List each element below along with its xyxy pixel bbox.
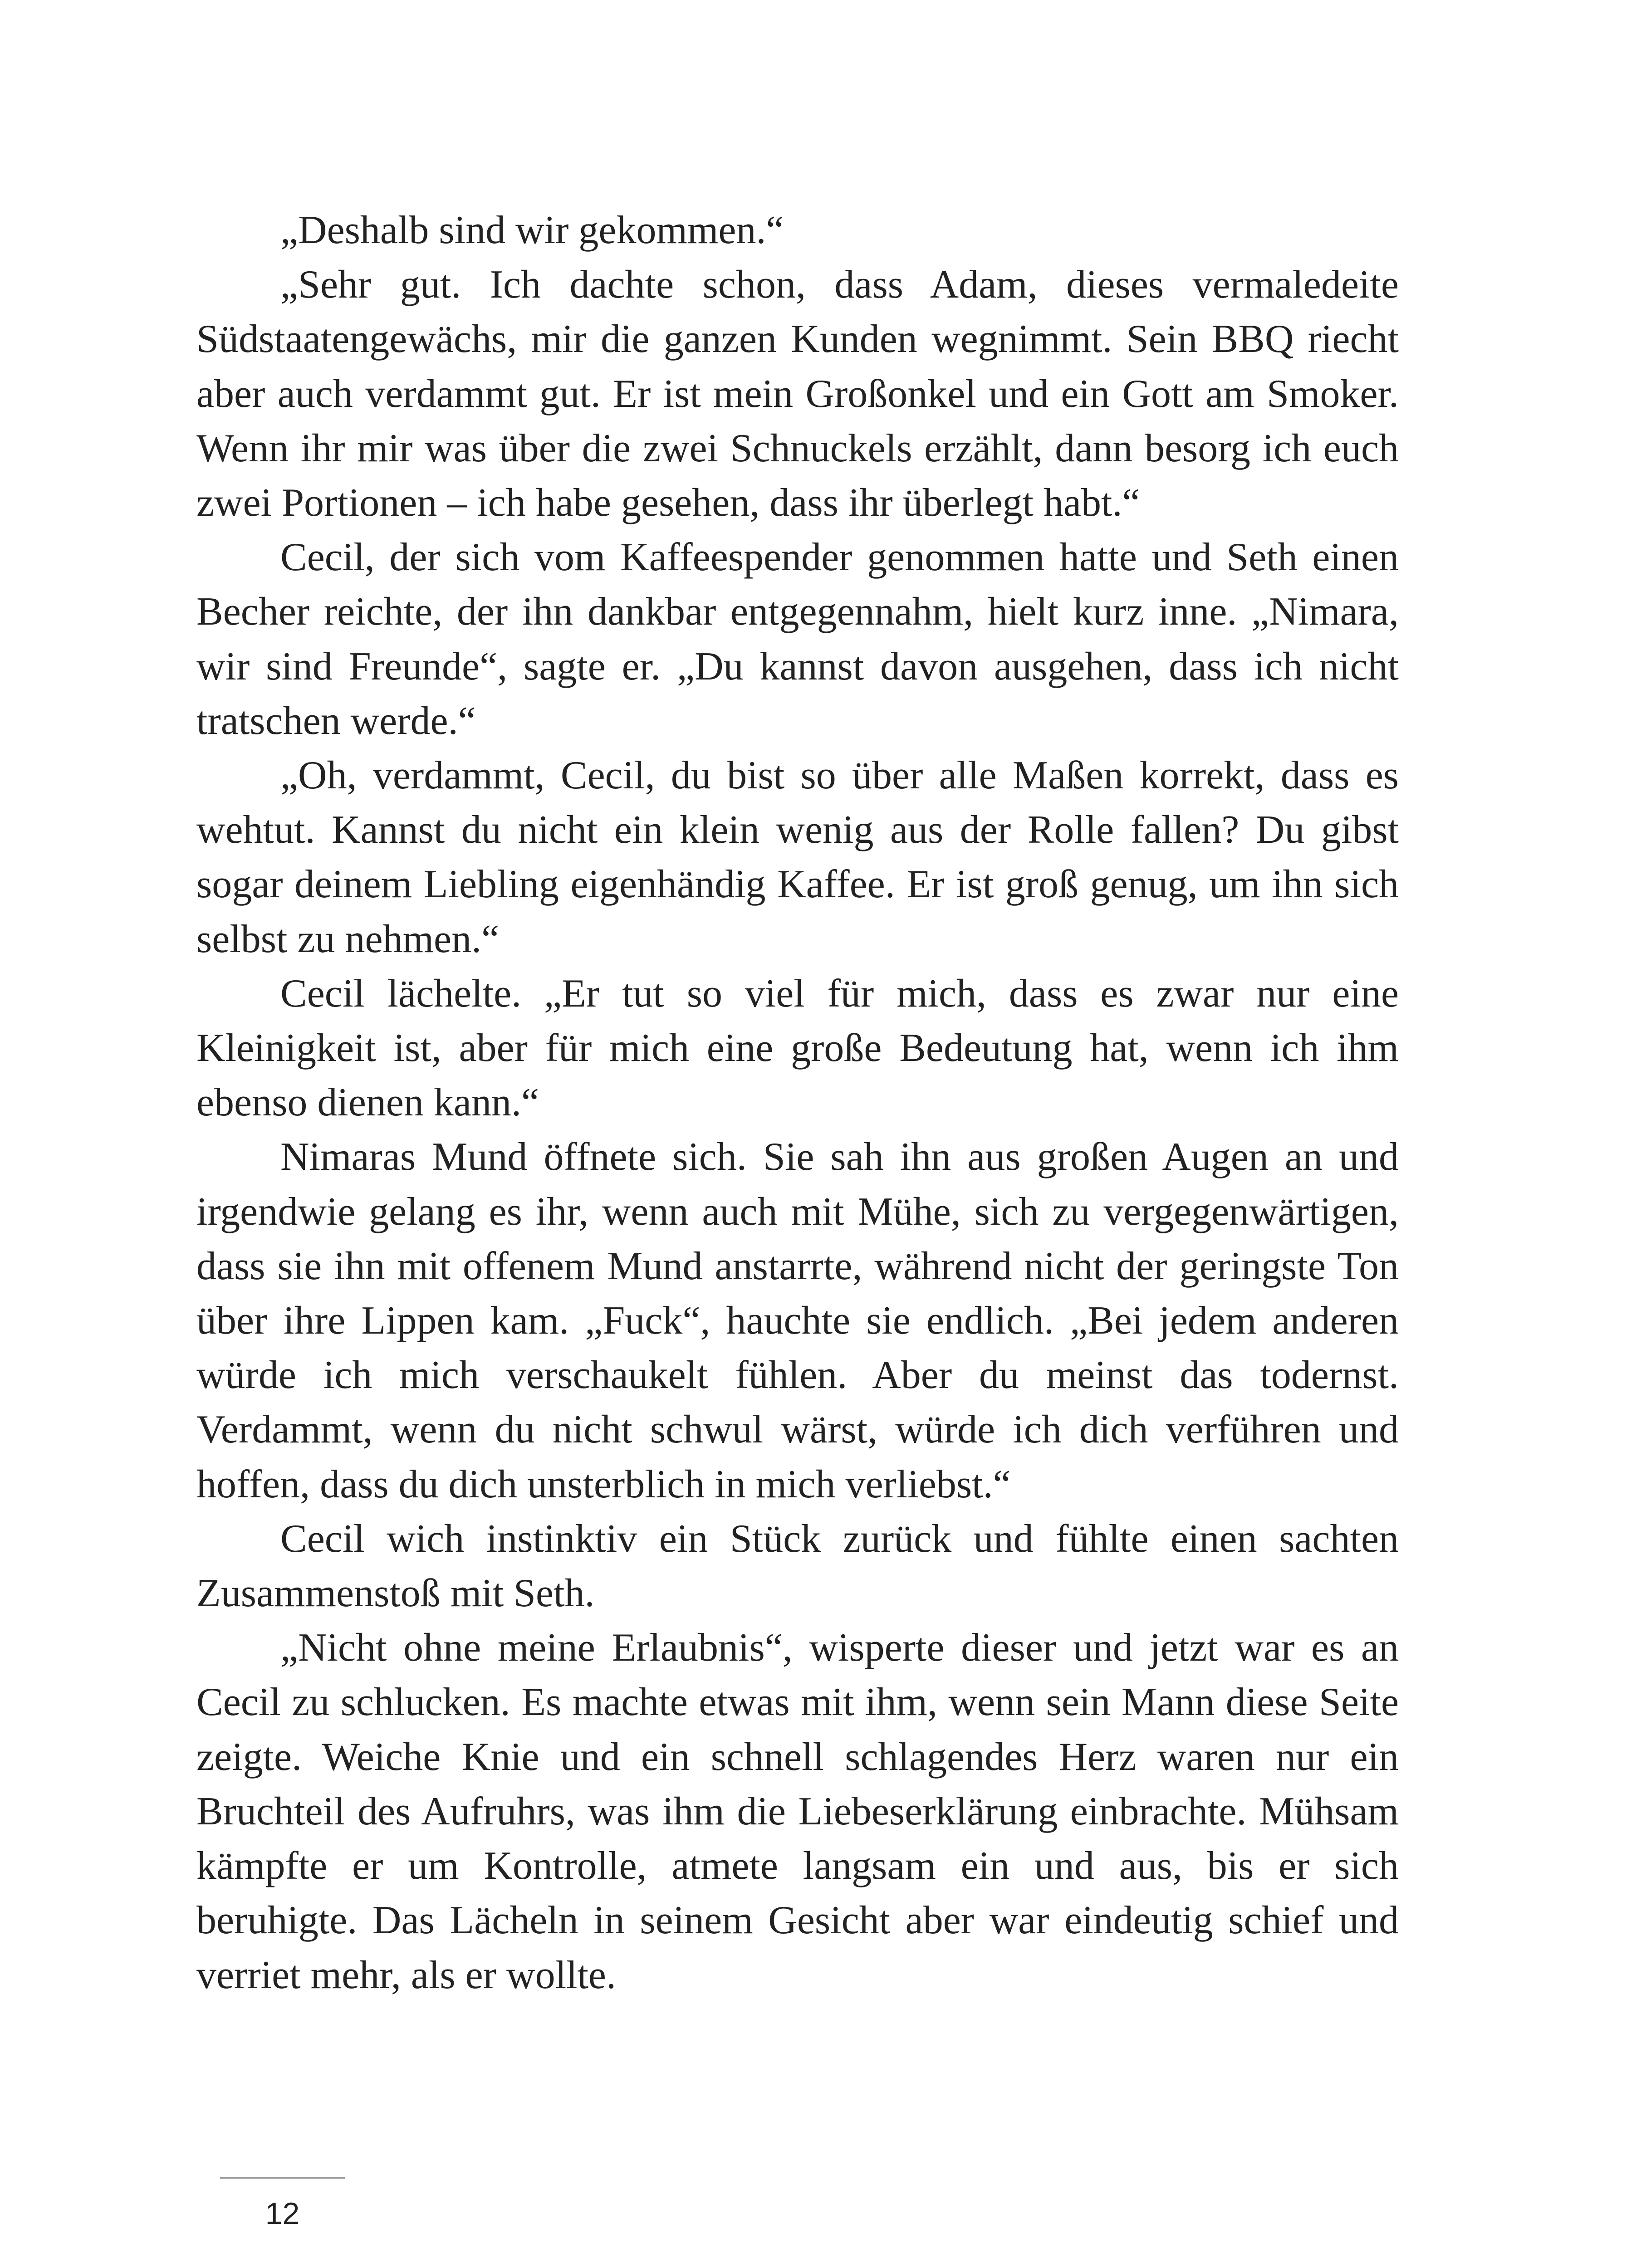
paragraph: „Oh, verdammt, Cecil, du bist so über alle Maßen korrekt, dass es wehtut. Kannst du nicht ein klein wenig aus der Rolle fallen? Du gibst sogar deinem Liebling eigenhändig Kaffee. Er ist groß genug, um ihn sich selbst zu nehmen.“	[196, 753, 1399, 961]
paragraph: Cecil, der sich vom Kaffeespender genommen hatte und Seth einen Becher reichte, der ihn dankbar entgegennahm, hielt kurz inne. „Nimara, wir sind Freunde“, sagte er. „Du kannst davon ausgehen, dass ich nicht tratschen werde.“	[196, 535, 1399, 743]
body-text	[196, 203, 1399, 2003]
paragraph: „Deshalb sind wir gekommen.“	[280, 208, 784, 252]
paragraph: „Sehr gut. Ich dachte schon, dass Adam, dieses vermaledeite Südstaatengewächs, mir die ganzen Kunden wegnimmt. Sein BBQ riecht aber auch verdammt gut. Er ist mein Großonkel und ein Gott am Smoker. Wenn ihr mir was über die zwei Schnuckels erzählt, dann besorg ich euch zwei Portionen – ich habe gesehen, dass ihr überlegt habt.“	[196, 263, 1399, 525]
paragraph: Nimaras Mund öffnete sich. Sie sah ihn aus großen Augen an und irgendwie gelang es ihr, wenn auch mit Mühe, sich zu vergegenwärtigen, dass sie ihn mit offenem Mund anstarrte, während nicht der geringste Ton über ihre Lippen kam. „Fuck“, hauchte sie endlich. „Bei jedem anderen würde ich mich verschaukelt fühlen. Aber du meinst das todernst. Verdammt, wenn du nicht schwul wärst, würde ich dich verführen und hoffen, dass du dich unsterblich in mich verliebst.“	[196, 1135, 1399, 1506]
paragraph: „Nicht ohne meine Erlaubnis“, wisperte dieser und jetzt war es an Cecil zu schlucken. Es machte etwas mit ihm, wenn sein Mann diese Seite zeigte. Weiche Knie und ein schnell schlagendes Herz waren nur ein Bruchteil des Aufruhrs, was ihm die Liebeserklärung einbrachte. Mühsam kämpfte er um Kontrolle, atmete langsam ein und aus, bis er sich beruhigte. Das Lächeln in seinem Gesicht aber war eindeutig schief und verriet mehr, als er wollte.	[196, 1626, 1399, 1997]
paragraph: Cecil wich instinktiv ein Stück zurück und fühlte einen sachten Zusammenstoß mit Seth.	[196, 1516, 1399, 1616]
page-number: 12	[265, 2196, 300, 2231]
paragraph: Cecil lächelte. „Er tut so viel für mich, dass es zwar nur eine Kleinigkeit ist, aber für mich eine große Bedeutung hat, wenn ich ihm ebenso dienen kann.“	[196, 971, 1399, 1125]
footer-divider	[220, 2177, 345, 2179]
